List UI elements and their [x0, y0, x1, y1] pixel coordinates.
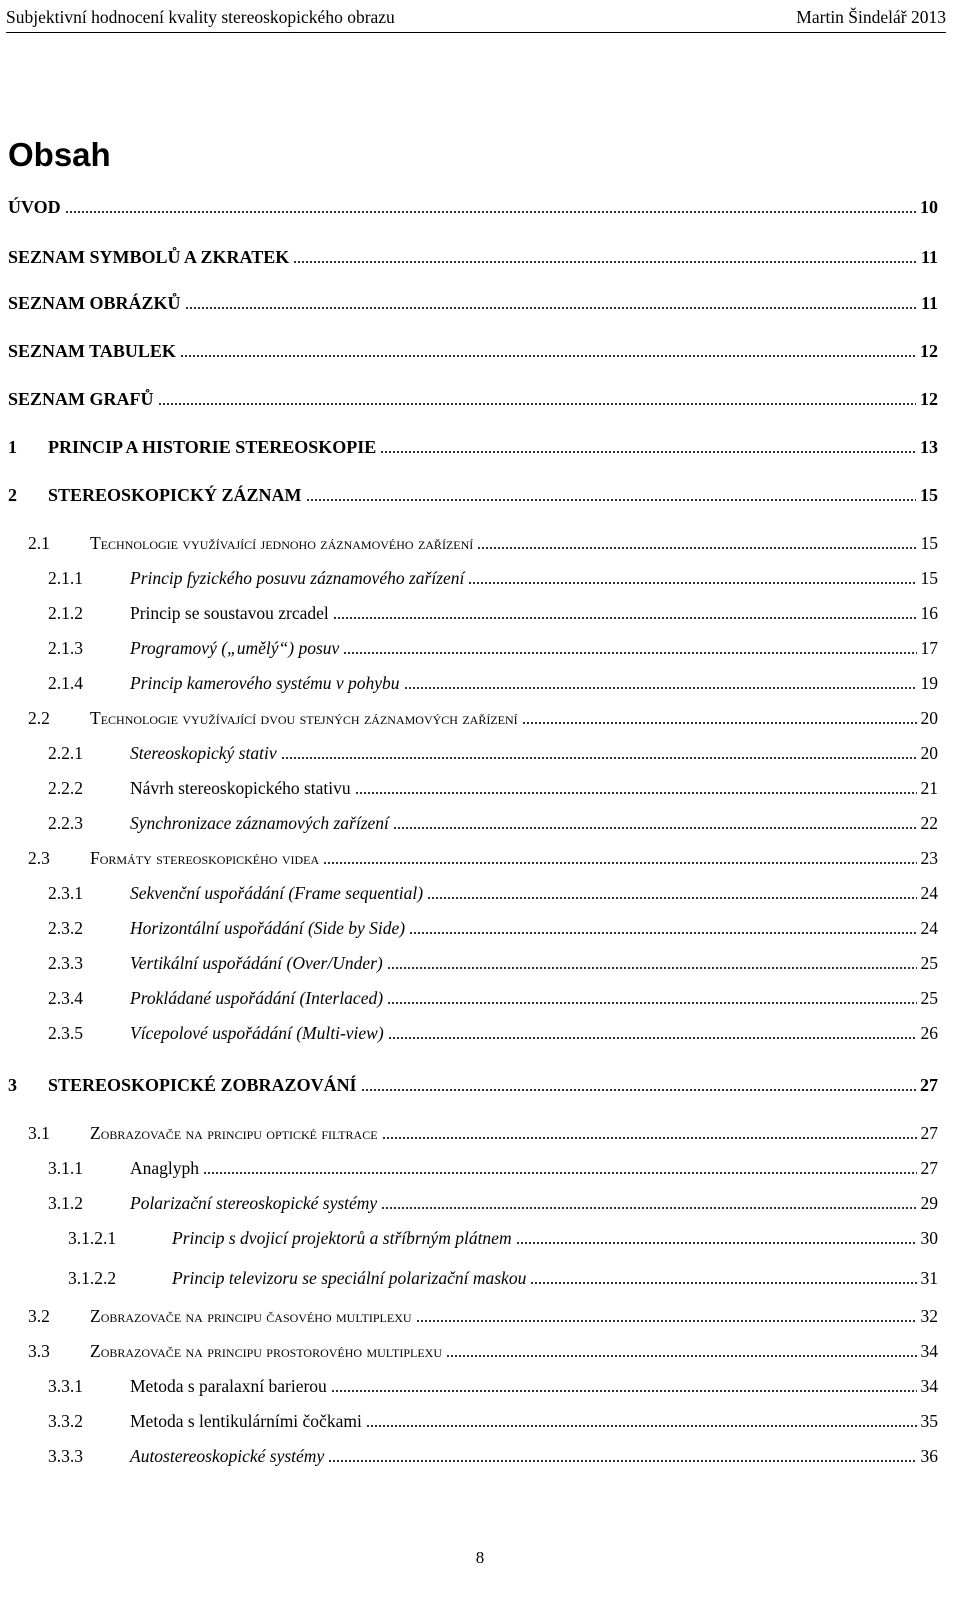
toc-entry-page: 25: [920, 953, 938, 973]
toc-entry-page: 30: [920, 1228, 938, 1248]
toc-entry-label: SEZNAM GRAFŮ: [8, 389, 154, 409]
toc-entry[interactable]: [0, 1021, 960, 1045]
dot-leader: [361, 1089, 916, 1091]
toc-entry-label: SEZNAM OBRÁZKŮ: [8, 293, 181, 313]
toc-entry[interactable]: [0, 706, 960, 730]
toc-entry-label: Princip s dvojicí projektorů a stříbrným plátnem: [172, 1228, 512, 1248]
toc-entry[interactable]: [0, 636, 960, 660]
toc-entry[interactable]: [0, 339, 960, 363]
toc-entry[interactable]: [0, 881, 960, 905]
toc-entry[interactable]: [0, 195, 960, 219]
toc-entry[interactable]: [0, 741, 960, 765]
dot-leader: [366, 1425, 917, 1427]
toc-entry-number: 2.1: [28, 533, 50, 553]
toc-entry-number: 2.3: [28, 848, 50, 868]
toc-entry-label: Polarizační stereoskopické systémy: [130, 1193, 378, 1213]
toc-entry-number: 3.3: [28, 1341, 50, 1361]
toc-entry-number: 2.2.3: [48, 813, 83, 833]
toc-entry-page: 24: [920, 918, 938, 938]
toc-entry-label: Sekvenční uspořádání (Frame sequential): [130, 883, 424, 903]
toc-entry-number: 3.1.2: [48, 1193, 83, 1213]
toc-entry-label: STEREOSKOPICKÝ ZÁZNAM: [48, 485, 302, 505]
toc-entry-page: 35: [920, 1411, 938, 1431]
toc-entry-label: Autostereoskopické systémy: [130, 1446, 325, 1466]
toc-entry[interactable]: [0, 601, 960, 625]
toc-entry-label: Formáty stereoskopického videa: [90, 848, 320, 868]
toc-entry-page: 32: [920, 1306, 938, 1326]
dot-leader: [65, 211, 916, 213]
toc-entry-number: 3.1.2.1: [68, 1228, 117, 1248]
dot-leader: [477, 547, 917, 549]
toc-entry-page: 27: [920, 1123, 938, 1143]
toc-entry[interactable]: [0, 531, 960, 555]
toc-entry-number: 2.2: [28, 708, 50, 728]
toc-entry[interactable]: [0, 387, 960, 411]
toc-entry-label: Princip kamerového systému v pohybu: [130, 673, 400, 693]
toc-entry-label: Princip se soustavou zrcadel: [130, 603, 329, 623]
toc-entry-label: Princip televizoru se speciální polarizační maskou: [172, 1268, 527, 1288]
toc-entry-label: Technologie využívající dvou stejných záznamových zařízení: [90, 708, 518, 728]
toc-entry[interactable]: [0, 435, 960, 459]
toc-entry-label: SEZNAM TABULEK: [8, 341, 176, 361]
toc-entry-label: Prokládané uspořádání (Interlaced): [130, 988, 384, 1008]
toc-entry-number: 3.1.1: [48, 1158, 83, 1178]
dot-leader: [180, 355, 916, 357]
toc-entry-label: Princip fyzického posuvu záznamového zařízení: [130, 568, 465, 588]
toc-entry-page: 31: [920, 1268, 938, 1288]
toc-entry-page: 26: [920, 1023, 938, 1043]
dot-leader: [333, 617, 917, 619]
toc-entry-page: 15: [920, 533, 938, 553]
toc-entry-number: 3.3.1: [48, 1376, 83, 1396]
toc-entry[interactable]: [0, 846, 960, 870]
toc-entry[interactable]: [0, 1409, 960, 1433]
toc-entry[interactable]: [0, 1266, 960, 1290]
toc-entry-label: ÚVOD: [8, 197, 61, 217]
header-title: Subjektivní hodnocení kvality stereoskopického obrazu: [6, 6, 395, 27]
toc-entry[interactable]: [0, 986, 960, 1010]
dot-leader: [203, 1172, 917, 1174]
toc-entry[interactable]: [0, 1304, 960, 1328]
dot-leader: [382, 1137, 917, 1139]
toc-entry-label: Metoda s lentikulárními čočkami: [130, 1411, 362, 1431]
toc-entry-page: 12: [920, 389, 938, 409]
toc-entry-label: Zobrazovače na principu časového multiplexu: [90, 1306, 412, 1326]
toc-entry[interactable]: [0, 245, 960, 269]
page-title: Obsah: [8, 136, 111, 173]
toc-entry-number: 1: [8, 437, 17, 457]
toc-entry-page: 13: [920, 437, 938, 457]
toc-entry-label: Programový („umělý“) posuv: [130, 638, 340, 658]
dot-leader: [293, 261, 917, 263]
toc-entry-page: 23: [920, 848, 938, 868]
toc-entry-page: 15: [920, 485, 938, 505]
toc-entry-label: Anaglyph: [130, 1158, 200, 1178]
toc-entry[interactable]: [0, 1374, 960, 1398]
dot-leader: [530, 1282, 917, 1284]
toc-entry-label: Metoda s paralaxní barierou: [130, 1376, 327, 1396]
running-header: [6, 4, 946, 33]
toc-entry[interactable]: [0, 1339, 960, 1363]
toc-entry-page: 34: [920, 1376, 938, 1396]
dot-leader: [387, 967, 917, 969]
dot-leader: [158, 403, 916, 405]
toc-entry-page: 27: [920, 1158, 938, 1178]
toc-entry[interactable]: [0, 916, 960, 940]
toc-entry[interactable]: [0, 1226, 960, 1250]
header-author-year: Martin Šindelář 2013: [796, 6, 946, 27]
dot-leader: [185, 307, 917, 309]
dot-leader: [446, 1355, 917, 1357]
toc-entry[interactable]: [0, 1156, 960, 1180]
toc-entry-number: 2.3.2: [48, 918, 83, 938]
toc-entry-number: 2.1.1: [48, 568, 83, 588]
toc-entry-label: Horizontální uspořádání (Side by Side): [130, 918, 406, 938]
toc-entry-number: 2.2.2: [48, 778, 83, 798]
dot-leader: [409, 932, 917, 934]
toc-entry-number: 3.1: [28, 1123, 50, 1143]
toc-entry-page: 11: [920, 247, 938, 267]
toc-entry-label: STEREOSKOPICKÉ ZOBRAZOVÁNÍ: [48, 1075, 357, 1095]
dot-leader: [404, 687, 917, 689]
toc-entry-label: PRINCIP A HISTORIE STEREOSKOPIE: [48, 437, 377, 457]
toc-entry-label: Vertikální uspořádání (Over/Under): [130, 953, 383, 973]
toc-entry-page: 16: [920, 603, 938, 623]
dot-leader: [387, 1002, 917, 1004]
toc-entry-number: 3.3.3: [48, 1446, 83, 1466]
dot-leader: [323, 862, 917, 864]
toc-entry-label: Synchronizace záznamových zařízení: [130, 813, 389, 833]
toc-entry-number: 2.1.3: [48, 638, 83, 658]
toc-entry-page: 24: [920, 883, 938, 903]
toc-entry-label: Stereoskopický stativ: [130, 743, 277, 763]
toc-entry[interactable]: [0, 291, 960, 315]
toc-entry-label: Zobrazovače na principu optické filtrace: [90, 1123, 378, 1143]
toc-entry-number: 3.3.2: [48, 1411, 83, 1431]
toc-entry-page: 36: [920, 1446, 938, 1466]
toc-entry-page: 17: [920, 638, 938, 658]
toc-entry-page: 21: [920, 778, 938, 798]
dot-leader: [331, 1390, 917, 1392]
toc-entry[interactable]: [0, 811, 960, 835]
toc-entry-number: 2.3.5: [48, 1023, 83, 1043]
toc-entry-number: 2.3.1: [48, 883, 83, 903]
dot-leader: [343, 652, 917, 654]
dot-leader: [393, 827, 917, 829]
toc-entry[interactable]: [0, 1121, 960, 1145]
toc-entry-label: SEZNAM SYMBOLŮ A ZKRATEK: [8, 247, 290, 267]
dot-leader: [381, 1207, 917, 1209]
toc-entry-page: 22: [920, 813, 938, 833]
toc-entry[interactable]: [0, 483, 960, 507]
toc-entry[interactable]: [0, 951, 960, 975]
toc-entry[interactable]: [0, 671, 960, 695]
toc-entry-number: 2.1.4: [48, 673, 83, 693]
dot-leader: [468, 582, 917, 584]
toc-entry-page: 15: [920, 568, 938, 588]
toc-entry-number: 2.1.2: [48, 603, 83, 623]
dot-leader: [380, 451, 916, 453]
page-number: 8: [475, 1548, 485, 1567]
toc-entry-page: 20: [920, 743, 938, 763]
toc-entry[interactable]: [0, 1191, 960, 1215]
toc-entry-page: 25: [920, 988, 938, 1008]
dot-leader: [388, 1037, 917, 1039]
dot-leader: [522, 722, 917, 724]
dot-leader: [281, 757, 917, 759]
dot-leader: [355, 792, 917, 794]
toc-entry-number: 3.1.2.2: [68, 1268, 117, 1288]
toc-entry-page: 20: [920, 708, 938, 728]
toc-entry-number: 2.3.4: [48, 988, 83, 1008]
toc-entry-number: 2.3.3: [48, 953, 83, 973]
toc-entry[interactable]: [0, 776, 960, 800]
toc-entry-label: Vícepolové uspořádání (Multi-view): [130, 1023, 384, 1043]
toc-entry-page: 10: [920, 197, 938, 217]
dot-leader: [328, 1460, 917, 1462]
dot-leader: [416, 1320, 917, 1322]
toc-entry[interactable]: [0, 1444, 960, 1468]
toc-entry-number: 2: [8, 485, 17, 505]
toc-entry[interactable]: [0, 566, 960, 590]
dot-leader: [306, 499, 916, 501]
dot-leader: [427, 897, 917, 899]
toc-entry-page: 27: [920, 1075, 938, 1095]
toc-entry-page: 19: [920, 673, 938, 693]
toc-entry-label: Návrh stereoskopického stativu: [130, 778, 351, 798]
toc-entry-page: 34: [920, 1341, 938, 1361]
toc-entry[interactable]: [0, 1073, 960, 1097]
toc-entry-page: 29: [920, 1193, 938, 1213]
toc-entry-page: 12: [920, 341, 938, 361]
toc-entry-number: 3.2: [28, 1306, 50, 1326]
toc-entry-number: 2.2.1: [48, 743, 83, 763]
toc-entry-page: 11: [920, 293, 938, 313]
toc-entry-number: 3: [8, 1075, 17, 1095]
dot-leader: [516, 1242, 917, 1244]
toc-entry-label: Technologie využívající jednoho záznamového zařízení: [90, 533, 474, 553]
toc-entry-label: Zobrazovače na principu prostorového multiplexu: [90, 1341, 443, 1361]
